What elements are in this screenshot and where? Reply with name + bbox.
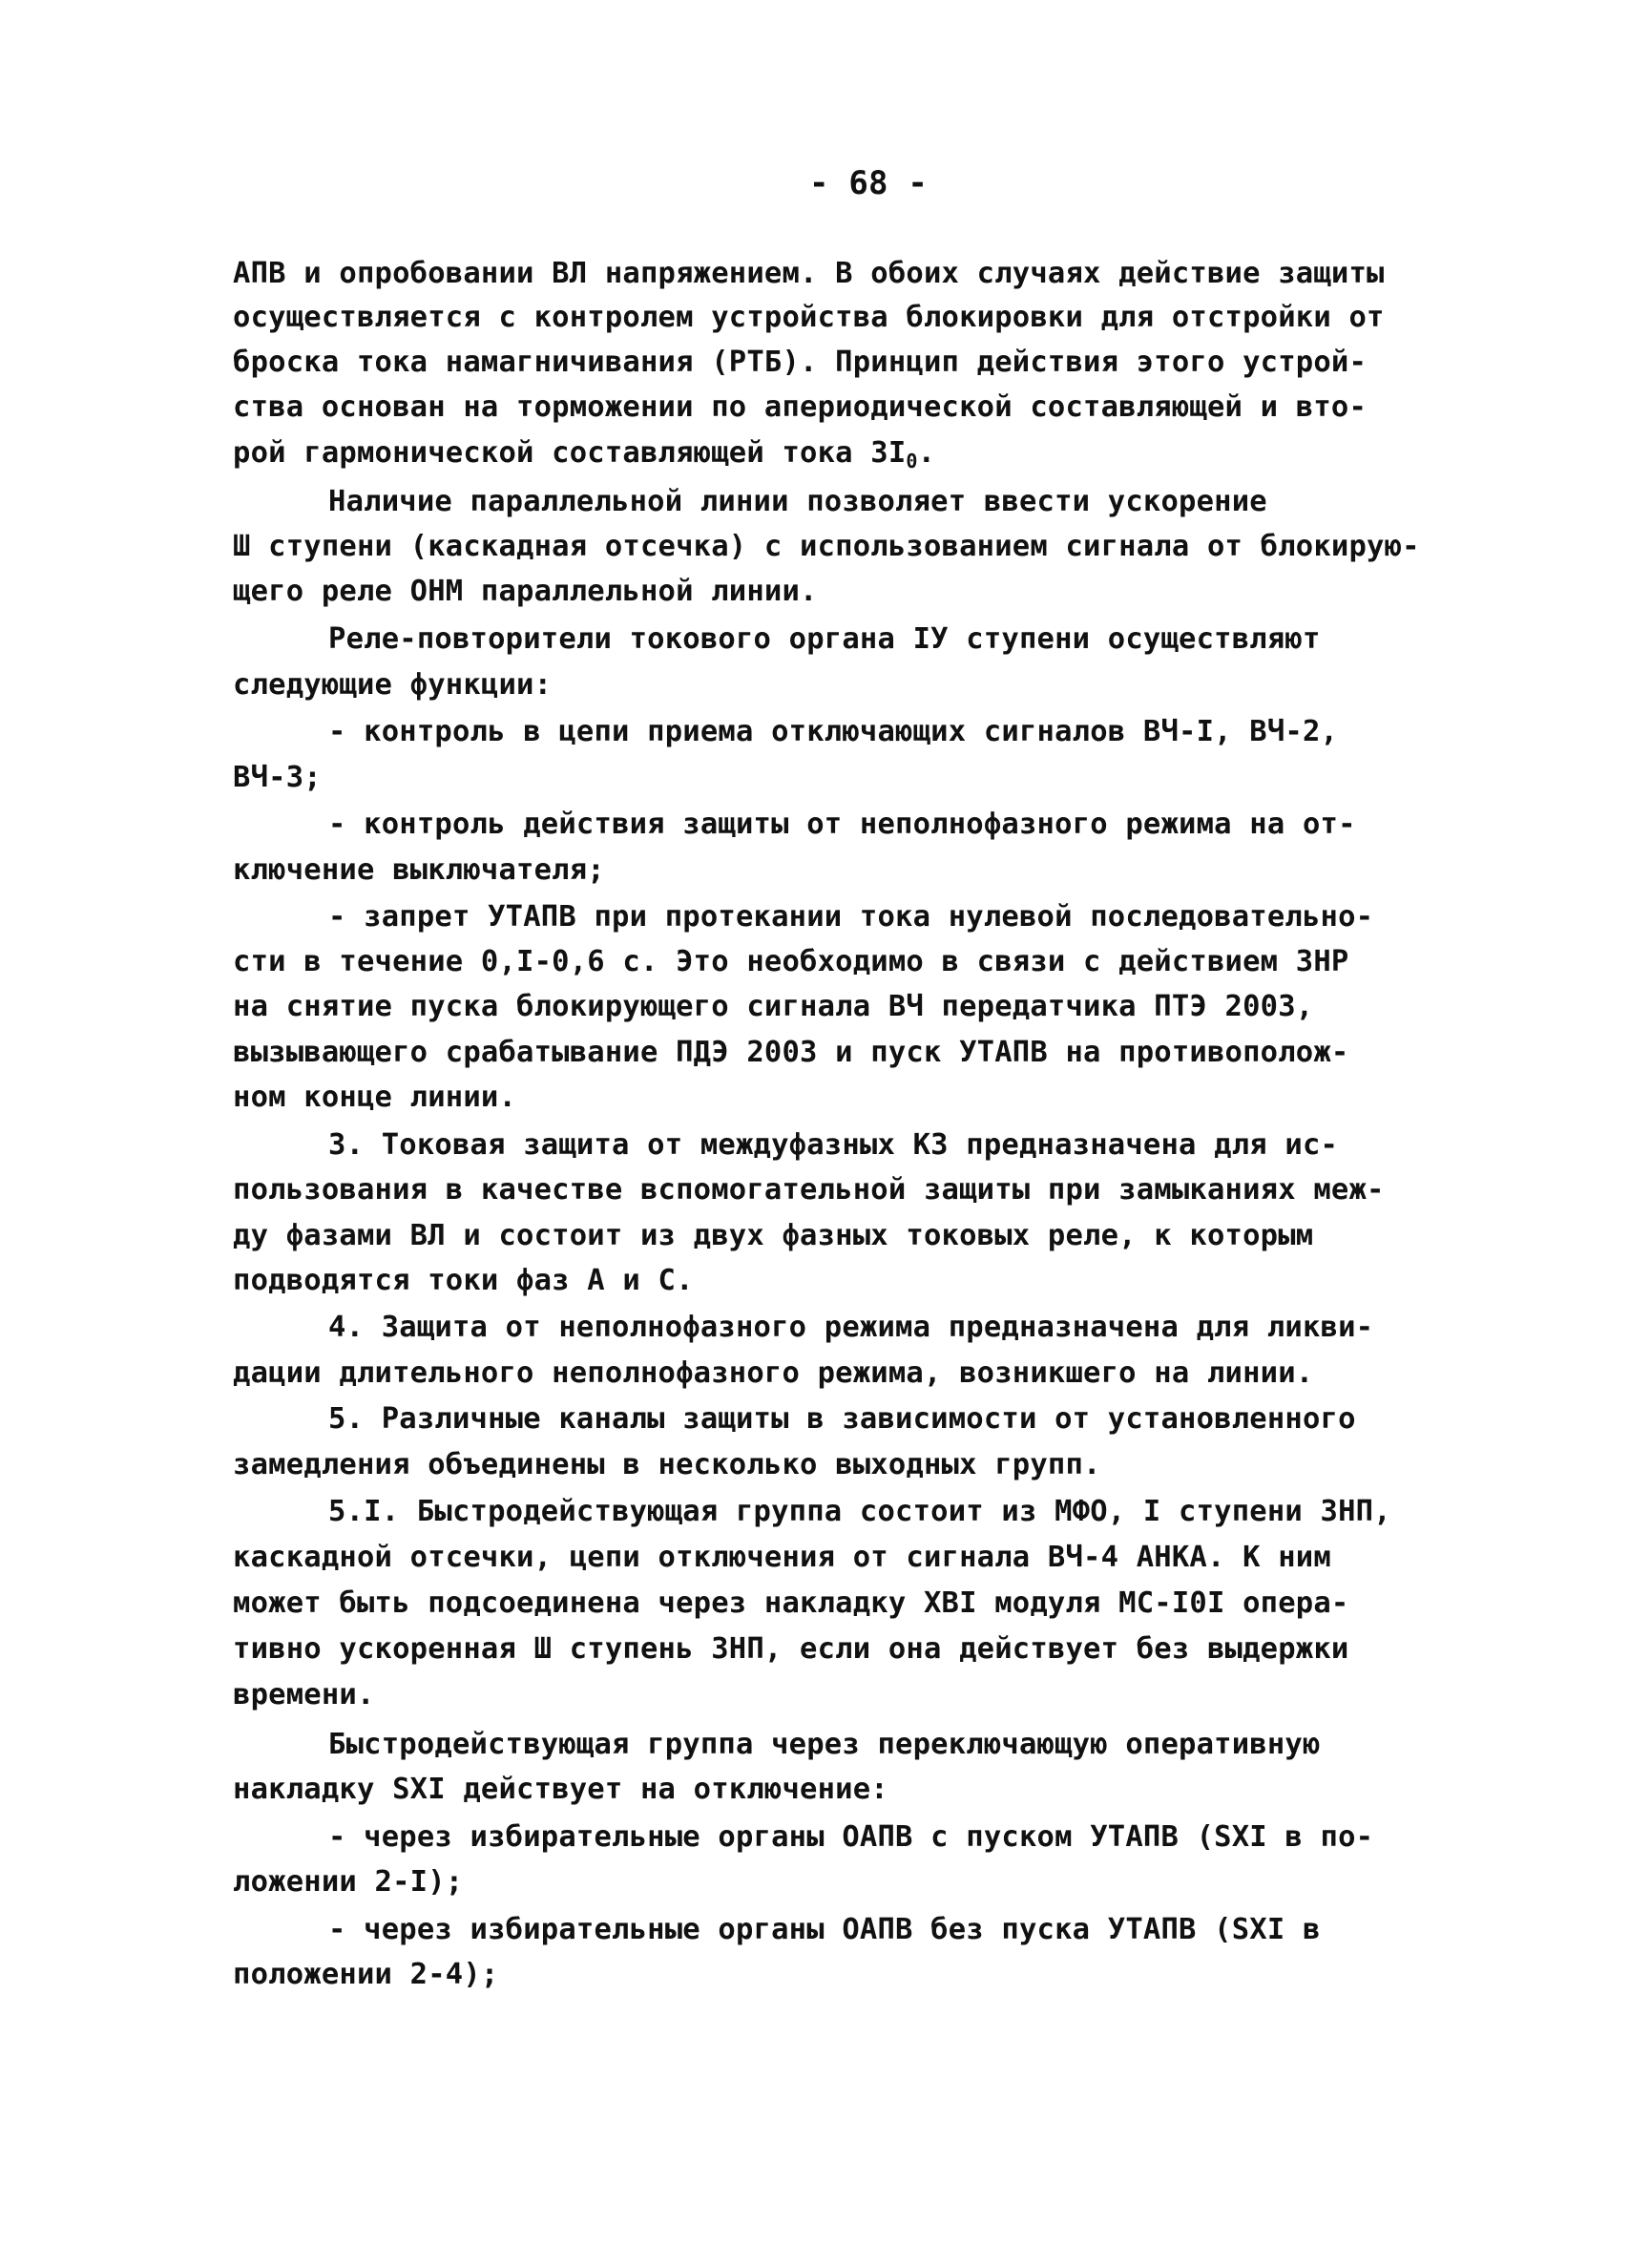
text-line: подводятся токи фаз А и С. [233,1264,694,1297]
text-line: пользования в качестве вспомогательной защиты при замыканиях меж- [233,1173,1385,1207]
subscript-zero: 0 [906,450,918,472]
text-line: 3. Токовая защита от междуфазных КЗ предназначена для ис- [328,1128,1339,1162]
text-line: вызывающего срабатывание ПДЭ 2003 и пуск УТАПВ на противополож- [233,1036,1349,1069]
text-line: Наличие параллельной линии позволяет ввести ускорение [328,485,1267,518]
text-line: - контроль действия защиты от неполнофазного режима на от- [328,808,1356,841]
text-line: щего реле ОНМ параллельной линии. [233,575,818,608]
text-line: - запрет УТАПВ при протекании тока нулевой последовательно- [328,900,1374,934]
text-line: на снятие пуска блокирующего сигнала ВЧ передатчика ПТЭ 2003, [233,990,1314,1023]
text-line: ВЧ-3; [233,761,322,794]
text-line: - контроль в цепи приема отключающих сигналов ВЧ-I, ВЧ-2, [328,715,1339,748]
text-line: 5.I. Быстродействующая группа состоит из МФО, I ступени ЗНП, [328,1495,1391,1528]
text-line: сти в течение 0,I-0,6 с. Это необходимо в связи с действием ЗНР [233,945,1349,978]
text-line: ства основан на торможении по апериодической составляющей и вто- [233,390,1368,424]
text-line [233,436,936,472]
text-line: дации длительного неполнофазного режима, возникшего на линии. [233,1356,1314,1390]
text-line: броска тока намагничивания (РТБ). Принцип действия этого устрой- [233,346,1368,379]
text-line: накладку SXI действует на отключение: [233,1773,888,1806]
text-line: Реле-повторители токового органа IУ ступени осуществляют [328,622,1321,656]
text-line: Ш ступени (каскадная отсечка) с использованием сигнала от блокирую- [233,530,1420,563]
text-line: ду фазами ВЛ и состоит из двух фазных токовых реле, к которым [233,1219,1314,1252]
text-line: - через избирательные органы ОАПВ без пуска УТАПВ (SXI в [328,1913,1321,1946]
text-segment: . [917,436,936,470]
text-segment: рой гармонической составляющей тока 3I [233,436,907,470]
text-line: положении 2-4); [233,1958,499,1991]
text-line: следующие функции: [233,668,553,702]
text-line: может быть подсоединена через накладку ХВI модуля МС-I0I опера- [233,1586,1349,1620]
text-line: ложении 2-I); [233,1865,464,1899]
text-line: - через избирательные органы ОАПВ с пуском УТАПВ (SXI в по- [328,1820,1374,1854]
text-line: ключение выключателя; [233,853,605,887]
text-line: каскадной отсечки, цепи отключения от сигнала ВЧ-4 АНКА. К ним [233,1541,1331,1574]
text-line: замедления объединены в несколько выходных групп. [233,1448,1101,1481]
text-line: АПВ и опробовании ВЛ напряжением. В обоих случаях действие защиты [233,257,1385,290]
page-number: - 68 - [808,164,929,202]
text-line: Быстродействующая группа через переключающую оперативную [328,1728,1321,1761]
text-line: ном конце линии. [233,1081,517,1114]
text-line: времени. [233,1678,375,1712]
text-line: 5. Различные каналы защиты в зависимости от установленного [328,1402,1356,1436]
text-line: осуществляется с контролем устройства блокировки для отстройки от [233,301,1385,334]
text-line: 4. Защита от неполнофазного режима предназначена для ликви- [328,1311,1374,1344]
text-line: тивно ускоренная Ш ступень ЗНП, если она действует без выдержки [233,1632,1349,1666]
